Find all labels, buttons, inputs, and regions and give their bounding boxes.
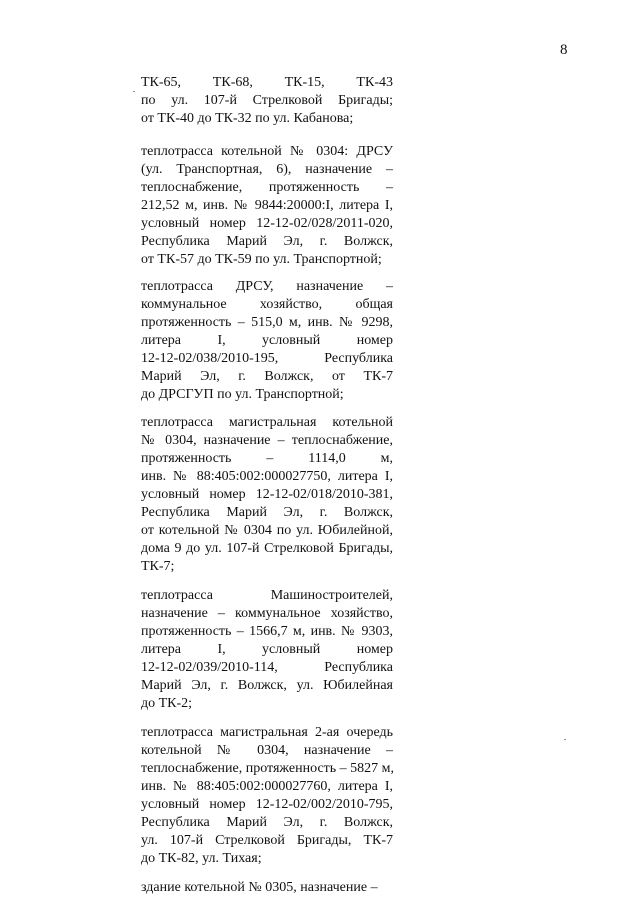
text-line: инв. № 88:405:002:000027750, литера I, — [141, 469, 393, 484]
text-paragraph — [141, 278, 393, 404]
text-paragraph — [141, 74, 393, 128]
text-line: условный номер 12-12-02/028/2011-020, — [141, 216, 393, 231]
text-line: Республика Марий Эл, г. Волжск, — [141, 234, 393, 249]
text-line: коммунальное хозяйство, общая — [141, 297, 393, 312]
text-line: ТК-7; — [141, 559, 175, 574]
text-line: условный номер 12-12-02/018/2010-381, — [141, 487, 393, 502]
page-number: 8 — [560, 42, 568, 58]
text-line: котельной № 0304, назначение – — [141, 743, 393, 758]
scan-speck — [133, 91, 135, 92]
text-line: до ДРСГУП по ул. Транспортной; — [141, 387, 344, 402]
text-line: дома 9 до ул. 107-й Стрелковой Бригады, — [141, 541, 393, 556]
document-body — [141, 74, 393, 905]
text-line: протяженность – 1114,0 м, — [141, 451, 393, 466]
text-line: до ТК-2; — [141, 696, 193, 711]
text-line: теплоснабжение, протяженность – 5827 м, — [141, 761, 395, 776]
text-line: от ТК-40 до ТК-32 по ул. Кабанова; — [141, 111, 354, 126]
text-paragraph — [141, 724, 393, 868]
text-line: теплотрасса ДРСУ, назначение – — [141, 279, 393, 294]
text-line: Марий Эл, г. Волжск, от ТК-7 — [141, 369, 393, 384]
text-line: ТК-65, ТК-68, ТК-15, ТК-43 — [141, 75, 393, 90]
text-line: ул. 107-й Стрелковой Бригады, ТК-7 — [141, 833, 393, 848]
text-line: протяженность – 1566,7 м, инв. № 9303, — [141, 624, 393, 639]
scan-speck — [564, 739, 566, 740]
text-line: от ТК-57 до ТК-59 по ул. Транспортной; — [141, 252, 382, 267]
text-line: теплоснабжение, протяженность – — [141, 180, 393, 195]
text-paragraph — [141, 143, 393, 269]
text-line: теплотрасса магистральная котельной — [141, 415, 393, 430]
text-line: здание котельной № 0305, назначение – — [141, 880, 378, 895]
text-paragraph — [141, 879, 393, 897]
text-line: 12-12-02/039/2010-114, Республика — [141, 660, 393, 675]
text-line: условный номер 12-12-02/002/2010-795, — [141, 797, 393, 812]
text-line: Республика Марий Эл, г. Волжск, — [141, 815, 393, 830]
text-line: инв. № 88:405:002:000027760, литера I, — [141, 779, 393, 794]
text-paragraph — [141, 587, 393, 713]
text-line: по ул. 107-й Стрелковой Бригады; — [141, 93, 393, 108]
text-line: Республика Марий Эл, г. Волжск, — [141, 505, 393, 520]
text-line: до ТК-82, ул. Тихая; — [141, 851, 262, 866]
text-line: теплотрасса Машиностроителей, — [141, 588, 393, 603]
text-line: теплотрасса котельной № 0304: ДРСУ — [141, 144, 393, 159]
text-line: Марий Эл, г. Волжск, ул. Юбилейная — [141, 678, 393, 693]
text-line: литера I, условный номер — [141, 333, 393, 348]
text-line: от котельной № 0304 по ул. Юбилейной, — [141, 523, 393, 538]
text-line: 212,52 м, инв. № 9844:20000:I, литера I, — [141, 198, 393, 213]
text-line: назначение – коммунальное хозяйство, — [141, 606, 393, 621]
text-paragraph — [141, 414, 393, 576]
text-line: протяженность – 515,0 м, инв. № 9298, — [141, 315, 393, 330]
text-line: № 0304, назначение – теплоснабжение, — [141, 433, 393, 448]
text-line: литера I, условный номер — [141, 642, 393, 657]
text-line: теплотрасса магистральная 2-ая очередь — [141, 725, 393, 740]
text-line: (ул. Транспортная, 6), назначение – — [141, 162, 393, 177]
text-line: 12-12-02/038/2010-195, Республика — [141, 351, 393, 366]
